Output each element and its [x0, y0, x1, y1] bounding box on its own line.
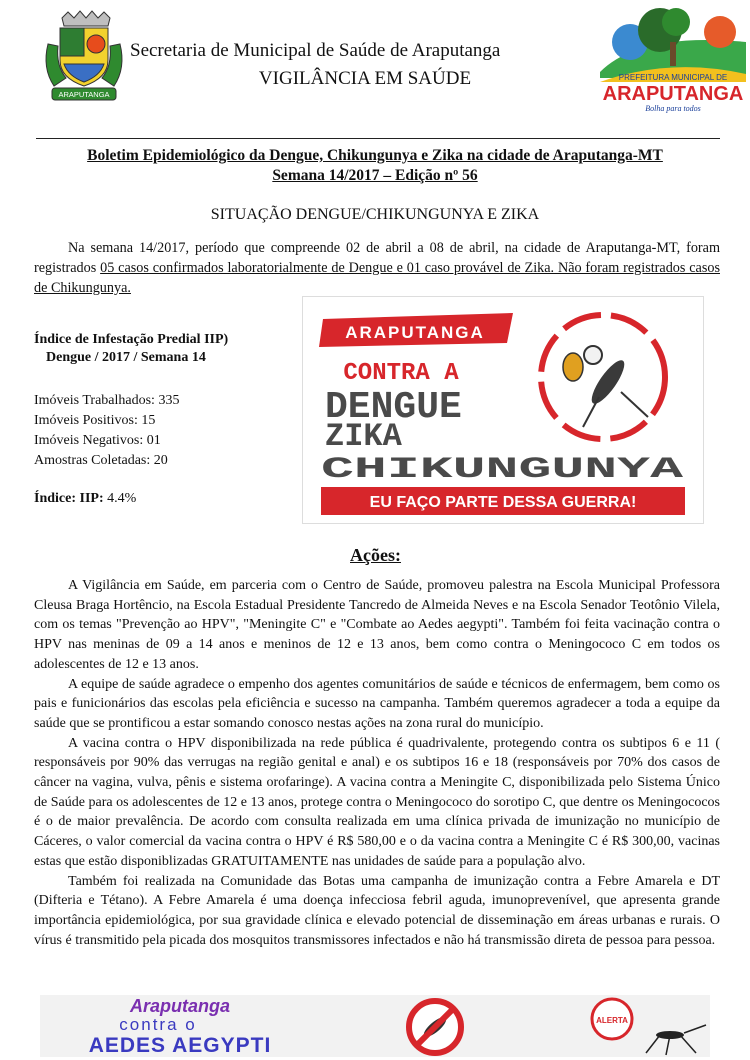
stat-worked: Imóveis Trabalhados: 335 — [34, 393, 180, 408]
paragraph: A Vigilância em Saúde, em parceria com o Centro de Saúde, promoveu palestra na Escola Municipal Professora Cleusa Braga Hortêncio, na Escola Estadual Presidente Tancredo de Almeida Neves e na Escola Senador Teotônio Vilela, com os temas "Prevenção ao HPV", "Meningite C" e "Combate ao Aedes aegypti". Também foi feita vacinação contra o HPV nas meninas de 09 a 14 anos e meninos de 12 e 13 anos, bem como contra o Meningococo C em todos os adolescentes de 12 e 13 anos. — [34, 578, 720, 672]
footer-line3: AEDES AEGYPTI — [88, 1034, 272, 1057]
iip-label: Índice: IIP: — [34, 491, 104, 506]
iip-value: 4.4% — [107, 491, 137, 506]
poster-line2: DENGUE — [325, 386, 462, 429]
index-subtitle: Dengue / 2017 / Semana 14 — [46, 350, 206, 365]
header-divider — [36, 138, 720, 139]
no-mosquito-icon — [409, 1001, 461, 1053]
index-title: Índice de Infestação Predial IIP) — [34, 332, 229, 347]
prefeitura-logo-tagline: Bolha para todos — [645, 104, 701, 113]
alert-text: ALERTA — [596, 1016, 628, 1025]
actions-body — [34, 576, 720, 950]
municipal-coat-of-arms-icon — [38, 8, 130, 104]
intro-text: Na semana 14/2017, período que compreende 02 de abril a 08 de abril, na cidade de Araputanga-MT, foram registrados — [34, 240, 720, 276]
prefeitura-logo-line2: ARAPUTANGA — [602, 83, 744, 105]
poster-footer-text: EU FAÇO PARTE DESSA GUERRA! — [369, 494, 637, 511]
actions-heading: Ações: — [350, 545, 401, 565]
coat-of-arms-banner: ARAPUTANGA — [58, 90, 110, 99]
footer-line2: contra o — [119, 1015, 197, 1034]
poster-line4: CHIKUNGUNYA — [321, 453, 683, 487]
stat-positive: Imóveis Positivos: 15 — [34, 413, 156, 428]
section-title: SITUAÇÃO DENGUE/CHIKUNGUNYA E ZIKA — [210, 206, 540, 223]
prefeitura-logo-line1: PREFEITURA MUNICIPAL DE — [618, 73, 728, 82]
intro-paragraph — [34, 238, 720, 298]
stat-samples: Amostras Coletadas: 20 — [34, 453, 168, 468]
stat-negative: Imóveis Negativos: 01 — [34, 433, 161, 448]
index-stats — [34, 391, 179, 471]
page-title: Secretaria de Municipal de Saúde de Araputanga — [130, 40, 501, 61]
paragraph: Também foi realizada na Comunidade das Botas uma campanha de imunização contra a Febre Amarela e DT (Difteria e Tétano). A Febre Amarela é uma doença infecciosa febril aguda, imunoprevenível, que apresenta grande importância epidemiológica, por sua gravidade clínica e elevado potencial de disseminação em áreas urbanas e rurais. O vírus é transmitido pela picada dos mosquitos transmissores infectados e não há transmissão direta de pessoa para pessoa. — [34, 873, 720, 948]
page-subtitle: VIGILÂNCIA EM SAÚDE — [258, 68, 472, 89]
footer-banner — [40, 995, 710, 1057]
iip-index — [34, 491, 136, 507]
poster-line3: ZIKA — [325, 418, 402, 455]
poster-line1: CONTRA A — [343, 360, 459, 387]
paragraph: A vacina contra o HPV disponibilizada na rede pública é quadrivalente, protegendo contra os subtipos 6 e 11 ( responsáveis por 90% das verrugas na região genital e anal) e os subtipos 16 e 18 (responsáveis por 70% dos casos de câncer na vagina, vulva, pênis e sistema orofaringe). A vacina contra a Meningite C, disponibilizada pelo Sistema Único de Saúde para os adolescentes de 12 e 13 anos, protege contra o Meningococo do sorotipo C, que dentre os Meningococos é o de maior prevalência. De acordo com consulta realizada em uma clínica privada de imunização no município de Cáceres, o valor comercial da vacina contra o HPV é R$ 580,00 e o da vacina contra a Meningite C é R$ 300,00, vacinas estas que estão disponiblizadas GRATUITAMENTE nas unidades de saúde para a população alvo. — [34, 735, 720, 869]
prefeitura-logo-icon — [600, 2, 746, 114]
intro-highlight: 05 casos confirmados laboratorialmente de Dengue e 01 caso provável de Zika. Não foram registrados casos de Chikungunya. — [34, 260, 720, 296]
poster-banner-text: ARAPUTANGA — [345, 323, 485, 342]
campaign-poster — [302, 296, 704, 524]
bulletin-title: Boletim Epidemiológico da Dengue, Chikungunya e Zika na cidade de Araputanga-MT — [87, 147, 663, 164]
footer-line1: Araputanga — [129, 996, 231, 1016]
bulletin-week: Semana 14/2017 – Edição nº 56 — [272, 167, 478, 184]
paragraph: A equipe de saúde agradece o empenho dos agentes comunitários de saúde e técnicos de enfermagem, bem como os pais e funicionários das escolas pela eficiência e sucesso na campanha. Também queremos agradecer a toda a equipe da saúde que se prontificou a estar somando conosco nestas ações na zona rural do município. — [34, 676, 720, 731]
alert-icon — [592, 999, 632, 1039]
